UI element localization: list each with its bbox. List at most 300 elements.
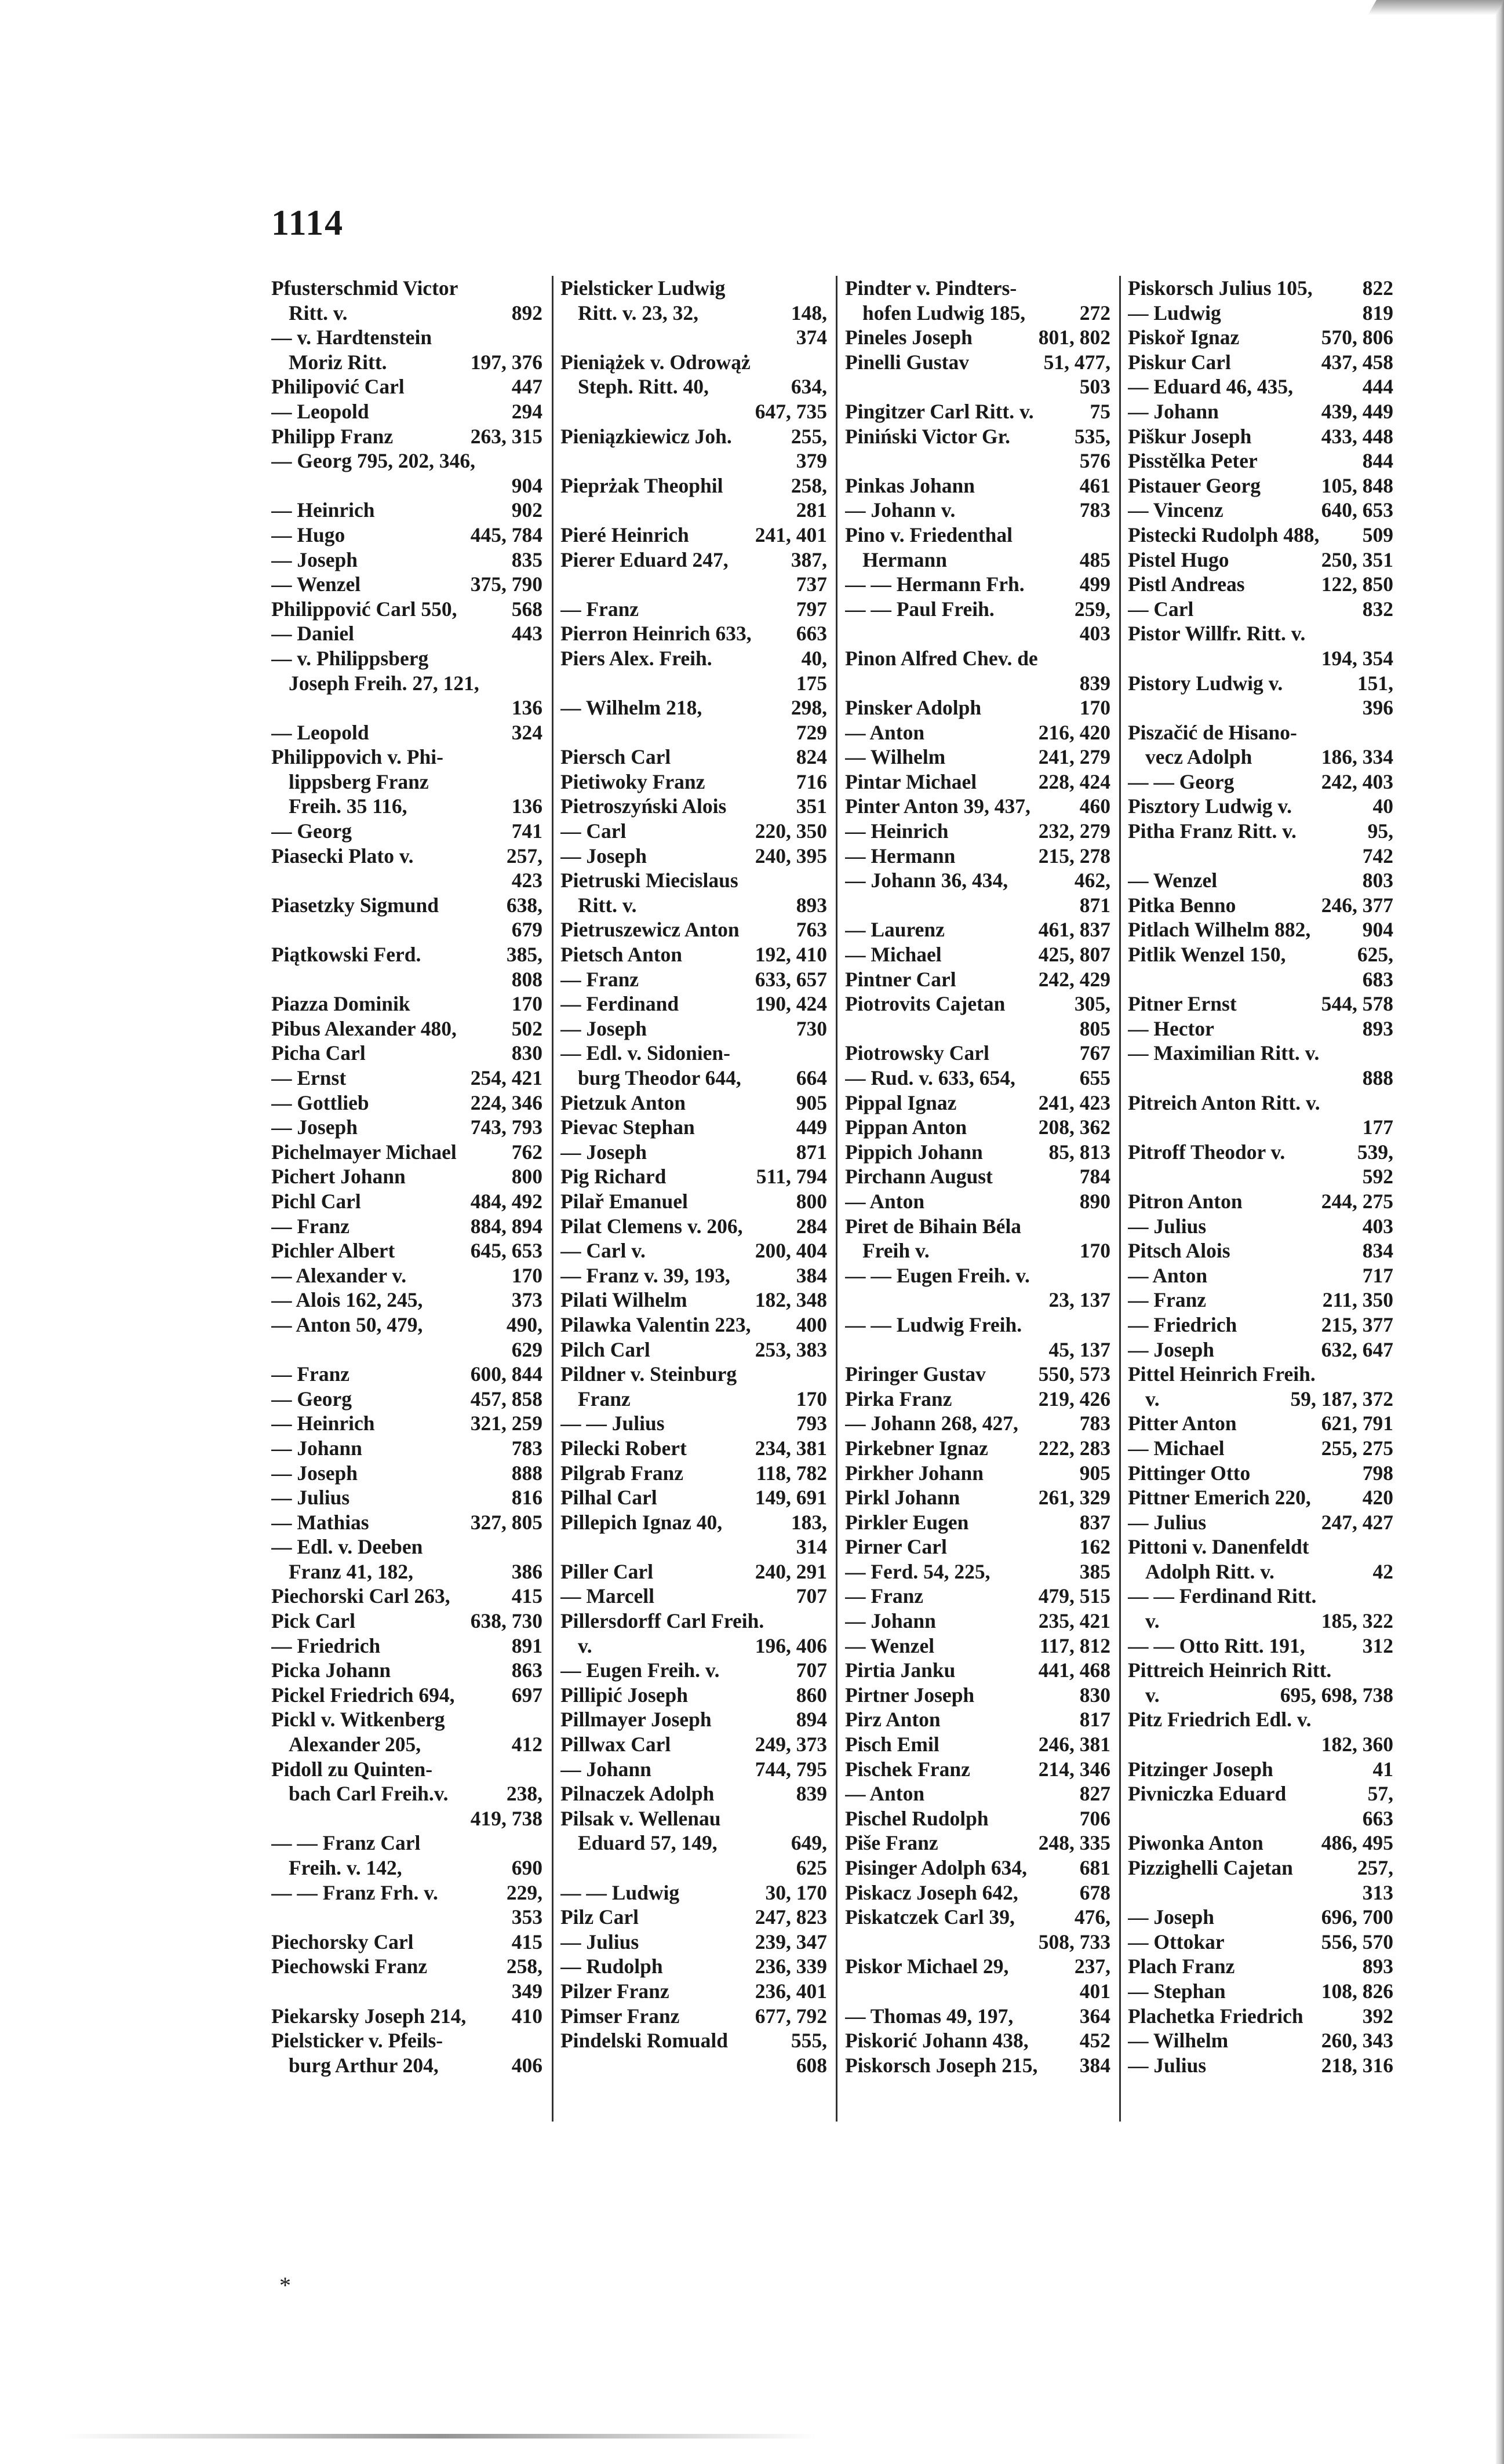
entry-name: Pitlik Wenzel 150,	[1128, 943, 1286, 967]
index-entry	[845, 1634, 1110, 1659]
index-entry	[845, 325, 1110, 350]
entry-pages: 800	[796, 1189, 827, 1213]
index-entry	[560, 1905, 827, 1930]
entry-pages: 649,	[791, 1831, 827, 1855]
index-entry	[560, 498, 827, 523]
entry-pages: 832	[1362, 597, 1393, 621]
index-entry	[560, 1806, 827, 1831]
entry-name: Pinelli Gustav	[845, 350, 970, 374]
entry-name: — Marcell	[560, 1584, 654, 1608]
index-entry	[845, 498, 1110, 523]
entry-name: — Ferd. 54, 225,	[845, 1559, 990, 1583]
entry-name: Piszačić de Hisano-	[1128, 720, 1297, 744]
index-entry	[1128, 424, 1393, 449]
index-entry	[845, 1214, 1110, 1239]
entry-name: Pietzuk Anton	[560, 1091, 686, 1114]
entry-name: Pfusterschmid Victor	[271, 276, 458, 300]
index-entry	[271, 992, 542, 1016]
index-entry	[1128, 1436, 1393, 1461]
entry-pages: 400	[796, 1313, 827, 1336]
entry-name: lippsberg Franz	[289, 770, 429, 793]
index-entry	[560, 424, 827, 449]
entry-name: — — Franz Frh. v.	[271, 1880, 438, 1904]
entry-name: Pintar Michael	[845, 770, 977, 793]
index-entry	[1128, 868, 1393, 893]
entry-pages: 808	[511, 967, 542, 991]
entry-name: Plachetka Friedrich	[1128, 2004, 1303, 2028]
index-entry	[271, 1534, 542, 1559]
entry-name: — Carl v.	[560, 1239, 646, 1263]
index-entry	[1128, 2053, 1393, 2078]
entry-name: — Michael	[845, 943, 942, 967]
entry-name: Pielsticker v. Pfeils-	[271, 2029, 443, 2053]
index-entry	[271, 1313, 542, 1337]
entry-name: — Franz	[271, 1362, 350, 1386]
entry-pages: 716	[796, 770, 827, 793]
entry-pages: 249, 373	[755, 1733, 827, 1756]
entry-name: Pindter v. Pindters-	[845, 276, 1017, 300]
column-divider	[552, 276, 553, 2122]
entry-name: Pietruski Miecislaus	[560, 869, 738, 892]
index-entry	[271, 473, 542, 498]
index-entry	[271, 1238, 542, 1263]
index-entry	[560, 770, 827, 794]
index-entry	[560, 1634, 827, 1659]
index-entry	[271, 1683, 542, 1708]
index-entry	[1128, 1362, 1393, 1387]
entry-name: — Ernst	[271, 1066, 347, 1089]
entry-pages: 696, 700	[1321, 1905, 1393, 1929]
entry-pages: 353	[511, 1905, 542, 1929]
entry-name: — Hector	[1128, 1016, 1214, 1040]
entry-name: — Ludwig	[1128, 301, 1221, 325]
index-entry	[271, 942, 542, 967]
entry-name: Pilch Carl	[560, 1337, 650, 1361]
entry-pages: 40	[1372, 794, 1393, 818]
entry-pages: 247, 427	[1321, 1510, 1393, 1534]
index-entry	[1128, 1781, 1393, 1806]
index-entry	[560, 695, 827, 720]
index-entry	[1128, 1757, 1393, 1782]
entry-pages: 741	[511, 819, 542, 843]
entry-name: Pillmayer Joseph	[560, 1708, 712, 1732]
index-entry	[271, 1387, 542, 1412]
index-entry	[845, 1337, 1110, 1362]
index-entry	[271, 399, 542, 424]
index-entry	[560, 1238, 827, 1263]
entry-name: Pilati Wilhelm	[560, 1288, 687, 1312]
index-entry	[560, 325, 827, 350]
entry-name: Pingitzer Carl Ritt. v.	[845, 399, 1034, 423]
entry-pages: 216, 420	[1038, 720, 1110, 744]
index-entry	[271, 695, 542, 720]
index-entry	[271, 1411, 542, 1436]
entry-pages: 717	[1362, 1263, 1393, 1287]
entry-name: Piekarsky Joseph 214,	[271, 2004, 467, 2028]
index-entry	[271, 1016, 542, 1041]
entry-name: Pilat Clemens v. 206,	[560, 1214, 743, 1238]
index-entry	[271, 1979, 542, 2004]
index-entry	[560, 2004, 827, 2029]
index-entry	[1128, 1584, 1393, 1609]
index-entry	[1128, 621, 1393, 646]
entry-pages: 621, 791	[1321, 1412, 1393, 1435]
entry-pages: 539,	[1357, 1140, 1393, 1164]
entry-name: — v. Philippsberg	[271, 646, 429, 670]
index-entry	[271, 893, 542, 918]
entry-name: — Johann	[271, 1436, 362, 1460]
entry-pages: 392	[1362, 2004, 1393, 2028]
entry-pages: 263, 315	[470, 424, 542, 448]
entry-name: — Joseph	[560, 1140, 647, 1164]
entry-pages: 214, 346	[1038, 1757, 1110, 1781]
entry-pages: 235, 421	[1038, 1609, 1110, 1633]
entry-pages: 556, 570	[1321, 1930, 1393, 1953]
entry-name: Pintner Carl	[845, 967, 956, 991]
index-entry	[1128, 1387, 1393, 1412]
column-divider	[836, 276, 837, 2122]
entry-pages: 170	[796, 1387, 827, 1410]
index-entry	[271, 671, 542, 696]
entry-pages: 884, 894	[470, 1214, 542, 1238]
entry-name: — Friedrich	[1128, 1313, 1237, 1336]
entry-pages: 834	[1362, 1239, 1393, 1263]
entry-name: Freih. 35 116,	[289, 794, 407, 818]
index-entry	[560, 720, 827, 745]
index-entry	[271, 424, 542, 449]
entry-pages: 663	[796, 622, 827, 646]
entry-pages: 835	[511, 548, 542, 571]
index-entry	[560, 1781, 827, 1806]
index-entry	[1128, 1411, 1393, 1436]
entry-name: — Julius	[271, 1486, 350, 1510]
index-entry	[1128, 1041, 1393, 1066]
entry-name: Pietruszewicz Anton	[560, 918, 740, 942]
entry-name: Pirner Carl	[845, 1535, 947, 1559]
index-entry	[845, 695, 1110, 720]
index-entry	[271, 1559, 542, 1584]
index-entry	[560, 523, 827, 548]
index-entry	[271, 1584, 542, 1609]
entry-pages: 313	[1362, 1880, 1393, 1904]
index-entry	[845, 1732, 1110, 1757]
index-entry	[271, 1066, 542, 1091]
entry-pages: 683	[1362, 967, 1393, 991]
entry-name: Pitron Anton	[1128, 1189, 1243, 1213]
entry-name: Pirka Franz	[845, 1387, 952, 1410]
entry-pages: 892	[511, 301, 542, 325]
entry-pages: 239, 347	[755, 1930, 827, 1953]
entry-pages: 260, 343	[1321, 2029, 1393, 2053]
entry-pages: 645, 653	[470, 1239, 542, 1263]
entry-name: — Franz	[1128, 1288, 1207, 1312]
entry-name: — Joseph	[1128, 1905, 1214, 1929]
entry-pages: 871	[796, 1140, 827, 1164]
index-entry	[271, 1115, 542, 1140]
index-entry	[560, 374, 827, 399]
index-entry	[845, 1091, 1110, 1116]
entry-name: — Anton	[1128, 1263, 1208, 1287]
index-entry	[845, 1313, 1110, 1337]
entry-name: — Wilhelm 218,	[560, 696, 702, 720]
index-entry	[271, 1041, 542, 1066]
index-entry	[1128, 1189, 1393, 1214]
entry-pages: 258,	[791, 473, 827, 497]
index-entry	[271, 350, 542, 375]
entry-name: Philipp Franz	[271, 424, 394, 448]
entry-name: — — Eugen Freih. v.	[845, 1263, 1030, 1287]
entry-pages: 634,	[791, 375, 827, 399]
entry-pages: 108, 826	[1321, 1979, 1393, 2003]
entry-pages: 244, 275	[1321, 1189, 1393, 1213]
index-entry	[1128, 646, 1393, 671]
index-entry	[560, 1510, 827, 1535]
entry-name: — — Ludwig	[560, 1880, 680, 1904]
index-entry	[271, 2028, 542, 2053]
entry-name: Pichelmayer Michael	[271, 1140, 457, 1164]
entry-pages: 462,	[1074, 869, 1110, 892]
index-entry	[845, 1436, 1110, 1461]
entry-name: Piazza Dominik	[271, 992, 410, 1016]
index-entry	[560, 671, 827, 696]
entry-name: Pitroff Theodor v.	[1128, 1140, 1285, 1164]
entry-pages: 817	[1079, 1708, 1110, 1732]
index-entry	[845, 350, 1110, 375]
index-entry	[271, 770, 542, 794]
entry-name: — Rudolph	[560, 1955, 663, 1978]
entry-pages: 105, 848	[1321, 473, 1393, 497]
index-entry	[271, 276, 542, 301]
entry-pages: 801, 802	[1038, 326, 1110, 349]
entry-name: — Johann 36, 434,	[845, 869, 1008, 892]
entry-name: — Michael	[1128, 1436, 1225, 1460]
entry-pages: 860	[796, 1683, 827, 1707]
entry-pages: 707	[796, 1584, 827, 1608]
index-entry	[560, 1707, 827, 1732]
index-entry	[845, 1263, 1110, 1288]
entry-name: Pildner v. Steinburg	[560, 1362, 737, 1386]
entry-name: Pillwax Carl	[560, 1733, 671, 1756]
entry-pages: 284	[796, 1214, 827, 1238]
entry-pages: 503	[1079, 375, 1110, 399]
entry-pages: 259,	[1074, 597, 1110, 621]
index-entry	[1128, 671, 1393, 696]
entry-pages: 215, 377	[1321, 1313, 1393, 1336]
entry-name: Pirkher Johann	[845, 1461, 984, 1485]
entry-name: — — Franz Carl	[271, 1831, 421, 1855]
entry-name: — Rud. v. 633, 654,	[845, 1066, 1015, 1089]
entry-pages: 170	[1079, 1239, 1110, 1263]
entry-name: Adolph Ritt. v.	[1145, 1559, 1274, 1583]
entry-pages: 690	[511, 1856, 542, 1879]
index-entry	[1128, 819, 1393, 844]
entry-pages: 149, 691	[755, 1486, 827, 1510]
entry-pages: 85, 813	[1048, 1140, 1110, 1164]
index-entry	[271, 1362, 542, 1387]
entry-name: — — Ferdinand Ritt.	[1128, 1584, 1317, 1608]
entry-pages: 485	[1079, 548, 1110, 571]
index-entry	[560, 1189, 827, 1214]
entry-pages: 237,	[1074, 1955, 1110, 1978]
index-entry	[845, 967, 1110, 992]
entry-name: Franz	[578, 1387, 631, 1410]
entry-name: Pilawka Valentin 223,	[560, 1313, 751, 1336]
index-entry	[845, 301, 1110, 326]
index-entry	[845, 1238, 1110, 1263]
index-entry	[271, 794, 542, 819]
entry-pages: 625,	[1357, 943, 1393, 967]
entry-pages: 452	[1079, 2029, 1110, 2053]
entry-name: Piniński Victor Gr.	[845, 424, 1011, 448]
scan-smudge	[64, 2434, 817, 2439]
entry-name: Piret de Bihain Béla	[845, 1214, 1022, 1238]
entry-name: — Eugen Freih. v.	[560, 1659, 720, 1682]
index-entry	[271, 844, 542, 869]
entry-name: — Joseph	[560, 844, 647, 867]
index-entry	[1128, 597, 1393, 622]
entry-name: — Daniel	[271, 622, 354, 646]
entry-name: Piskor Michael 29,	[845, 1955, 1009, 1978]
entry-name: v.	[1145, 1683, 1160, 1707]
entry-name: Pistauer Georg	[1128, 473, 1261, 497]
entry-name: Pitzinger Joseph	[1128, 1757, 1273, 1781]
index-entry	[560, 1214, 827, 1239]
entry-pages: 183,	[791, 1510, 827, 1534]
entry-pages: 208, 362	[1038, 1116, 1110, 1139]
column-divider	[1119, 276, 1121, 2122]
entry-pages: 118, 782	[756, 1461, 827, 1485]
entry-pages: 904	[511, 473, 542, 497]
page-corner-shadow	[1368, 0, 1504, 15]
entry-pages: 196, 406	[755, 1634, 827, 1657]
entry-pages: 224, 346	[470, 1091, 542, 1114]
entry-pages: 222, 283	[1038, 1436, 1110, 1460]
index-entry	[560, 1140, 827, 1165]
entry-name: — Ottokar	[1128, 1930, 1225, 1953]
entry-name: Pizzighelli Cajetan	[1128, 1856, 1293, 1879]
index-entry	[845, 1485, 1110, 1510]
index-entry	[845, 399, 1110, 424]
entry-pages: 415	[511, 1930, 542, 1953]
index-entry	[1128, 695, 1393, 720]
entry-name: — Johann	[560, 1757, 651, 1781]
entry-pages: 502	[511, 1016, 542, 1040]
entry-name: burg Arthur 204,	[289, 2053, 439, 2077]
entry-pages: 162	[1079, 1535, 1110, 1559]
entry-pages: 655	[1079, 1066, 1110, 1089]
entry-name: Pistor Willfr. Ritt. v.	[1128, 622, 1306, 646]
entry-name: Pirz Anton	[845, 1708, 941, 1732]
index-entry	[1128, 720, 1393, 745]
entry-name: Ritt. v.	[578, 893, 637, 917]
entry-pages: 387,	[791, 548, 827, 571]
entry-pages: 385,	[506, 943, 542, 967]
index-entry	[845, 523, 1110, 548]
entry-pages: 663	[1362, 1806, 1393, 1830]
entry-pages: 888	[511, 1461, 542, 1485]
entry-pages: 763	[796, 918, 827, 942]
index-entry	[560, 1658, 827, 1683]
entry-name: — Franz v. 39, 193,	[560, 1263, 730, 1287]
entry-name: — Wenzel	[1128, 869, 1218, 892]
entry-pages: 905	[796, 1091, 827, 1114]
entry-pages: 508, 733	[1038, 1930, 1110, 1953]
index-entry	[271, 868, 542, 893]
entry-pages: 893	[796, 893, 827, 917]
entry-pages: 312	[1362, 1634, 1393, 1657]
entry-pages: 568	[511, 597, 542, 621]
entry-name: — Anton	[845, 720, 925, 744]
entry-name: Philippović Carl 550,	[271, 597, 457, 621]
index-entry	[845, 819, 1110, 844]
entry-pages: 555,	[791, 2029, 827, 2053]
entry-pages: 509	[1362, 523, 1393, 546]
index-entry	[560, 597, 827, 622]
entry-pages: 827	[1079, 1782, 1110, 1806]
entry-name: Pisstělka Peter	[1128, 449, 1258, 473]
entry-name: Pittner Emerich 220,	[1128, 1486, 1311, 1510]
index-entry	[560, 1411, 827, 1436]
index-entry	[845, 1707, 1110, 1732]
entry-pages: 420	[1362, 1486, 1393, 1510]
entry-pages: 122, 850	[1321, 573, 1393, 596]
entry-pages: 403	[1362, 1214, 1393, 1238]
entry-pages: 327, 805	[470, 1510, 542, 1534]
index-entry	[845, 1362, 1110, 1387]
entry-name: Plach Franz	[1128, 1955, 1235, 1978]
index-entry	[1128, 1806, 1393, 1831]
entry-name: — Franz	[560, 597, 639, 621]
index-entry	[845, 893, 1110, 918]
index-entry	[560, 1880, 827, 1905]
entry-name: Steph. Ritt. 40,	[578, 375, 709, 399]
entry-pages: 401	[1079, 1979, 1110, 2003]
entry-pages: 257,	[506, 844, 542, 867]
entry-name: Pistl Andreas	[1128, 573, 1245, 596]
index-entry	[1128, 942, 1393, 967]
entry-name: Pilgrab Franz	[560, 1461, 683, 1485]
index-entry	[1128, 967, 1393, 992]
entry-pages: 499	[1079, 573, 1110, 596]
entry-name: — Edl. v. Deeben	[271, 1535, 423, 1559]
index-entry	[1128, 745, 1393, 770]
index-entry	[1128, 1707, 1393, 1732]
index-column-4	[1128, 276, 1393, 2122]
index-entry	[560, 1534, 827, 1559]
entry-name: Hermann	[862, 548, 947, 571]
index-entry	[560, 1757, 827, 1782]
index-entry	[1128, 498, 1393, 523]
entry-pages: 479, 515	[1038, 1584, 1110, 1608]
entry-name: — Heinrich	[845, 819, 949, 843]
entry-name: Pirtia Janku	[845, 1659, 956, 1682]
entry-name: vecz Adolph	[1145, 745, 1252, 769]
entry-name: — Joseph	[1128, 1337, 1214, 1361]
index-entry	[1128, 844, 1393, 869]
index-entry	[1128, 1954, 1393, 1979]
entry-name: — Alexander v.	[271, 1263, 407, 1287]
entry-name: Pitreich Anton Ritt. v.	[1128, 1091, 1320, 1114]
index-entry	[271, 1140, 542, 1165]
entry-pages: 737	[796, 573, 827, 596]
entry-pages: 744, 795	[755, 1757, 827, 1781]
entry-pages: 241, 423	[1038, 1091, 1110, 1114]
entry-pages: 803	[1362, 869, 1393, 892]
entry-pages: 783	[1079, 1412, 1110, 1435]
index-entry	[560, 745, 827, 770]
index-entry	[271, 1288, 542, 1313]
entry-pages: 905	[1079, 1461, 1110, 1485]
